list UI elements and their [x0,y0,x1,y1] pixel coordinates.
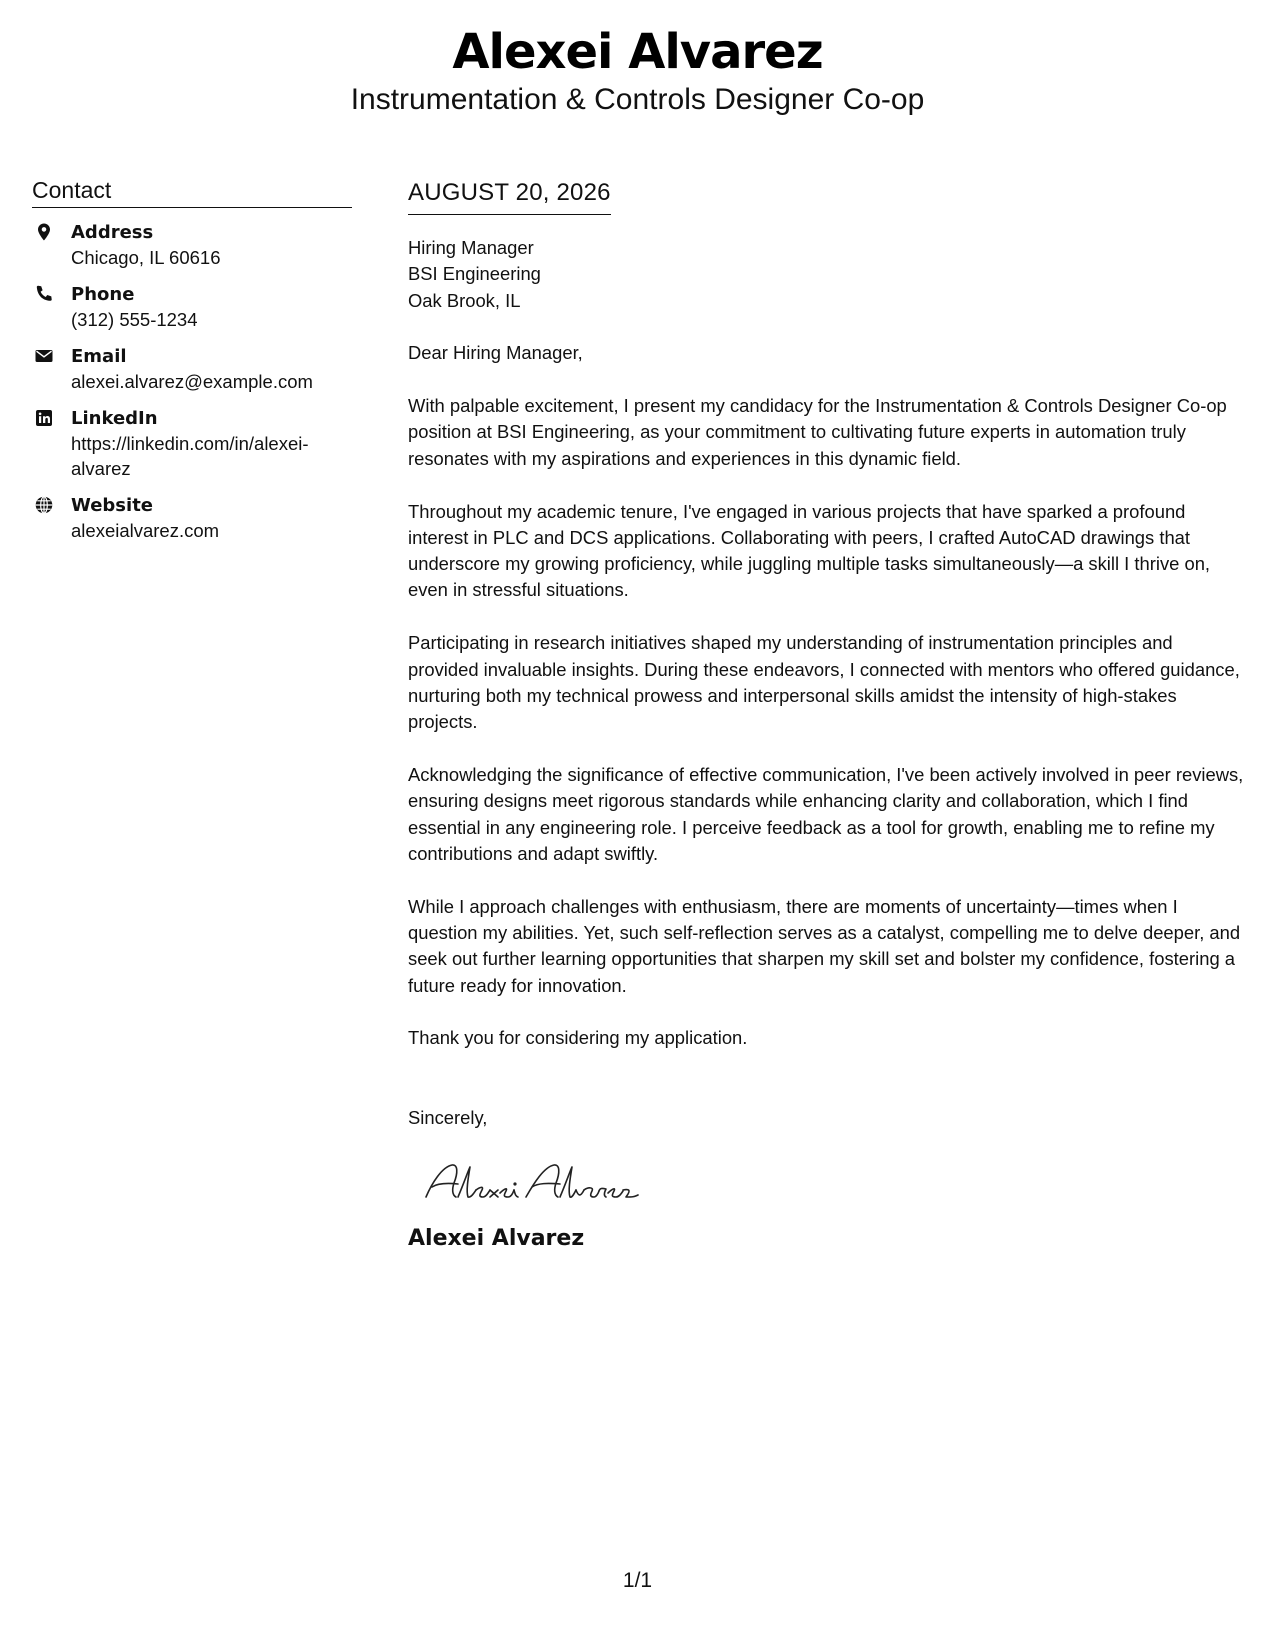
closing: Sincerely, [408,1106,488,1128]
letter-body [408,178,1248,1253]
address-value: Chicago, IL 60616 [71,247,221,268]
letter-paragraph: Throughout my academic tenure, I've engaged in various projects that have sparked a profound interest in PLC and DCS applications. Collaborating with peers, I crafted AutoCAD drawings that underscore my growing proficiency, while juggling multiple tasks simultaneously—a skill I thrive on, even in stressful situations. [408,500,1211,601]
applicant-name: Alexei Alvarez [452,24,823,80]
address-label: Address [71,222,154,243]
email-label: Email [71,346,127,367]
recipient-line: Hiring Manager [408,237,534,258]
linkedin-label: LinkedIn [71,408,158,429]
phone-label: Phone [71,284,135,305]
recipient-block [408,235,1248,314]
job-title: Instrumentation & Controls Designer Co-op [350,83,925,116]
letter-paragraph: With palpable excitement, I present my candidacy for the Instrumentation & Controls Designer Co-op position at BSI Engineering, as your commitment to cultivating future experts in automation truly resonates with my aspirations and experiences in this dynamic field. [408,395,1227,469]
email-value[interactable]: alexei.alvarez@example.com [71,371,313,392]
contact-sidebar [32,176,352,543]
phone-icon [34,284,54,304]
signer-name: Alexei Alvarez [408,1225,585,1251]
handwritten-signature [418,1153,678,1209]
linkedin-icon [34,408,54,428]
page-number: 1/1 [622,1569,653,1592]
linkedin-value[interactable]: https://linkedin.com/in/alexei-alvarez [71,433,309,479]
contact-website [32,493,352,543]
contact-email [32,344,352,394]
globe-icon [34,495,54,515]
letter-paragraph: While I approach challenges with enthusiasm, there are moments of uncertainty—times when I question my abilities. Yet, such self-reflection serves as a catalyst, compelling me to delve deeper, and seek out further learning opportunities that sharpen my skill set and bolster my confidence, fostering a future ready for innovation. [408,895,1241,996]
contact-heading: Contact [32,176,352,208]
map-pin-icon [34,222,54,242]
letter-paragraph: Thank you for considering my application. [408,1027,748,1049]
phone-value: (312) 555-1234 [71,309,198,330]
website-value[interactable]: alexeialvarez.com [71,520,220,541]
envelope-icon [34,346,54,366]
salutation: Dear Hiring Manager, [408,342,583,364]
contact-phone [32,282,352,332]
letter-date: AUGUST 20, 2026 [408,178,611,215]
recipient-line: BSI Engineering [408,263,541,285]
website-label: Website [71,495,154,516]
contact-address [32,220,352,270]
contact-linkedin [32,406,352,481]
recipient-line: Oak Brook, IL [408,289,521,311]
letter-header [0,22,1275,118]
letter-paragraph: Participating in research initiatives shaped my understanding of instrumentation principles and provided invaluable insights. During these endeavors, I connected with mentors who offered guidance, nurturing both my technical prowess and interpersonal skills amidst the intensity of high-stakes projects. [408,632,1240,733]
letter-paragraph: Acknowledging the significance of effective communication, I've been actively involved in peer reviews, ensuring designs meet rigorous standards while enhancing clarity and collaboration, which I find essential in any engineering role. I perceive feedback as a tool for growth, enabling me to refine my contributions and adapt swiftly. [408,763,1244,864]
